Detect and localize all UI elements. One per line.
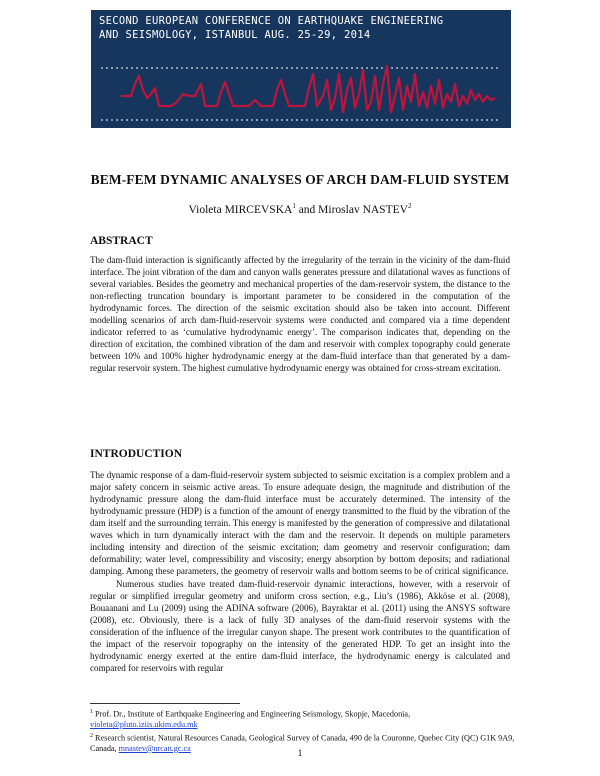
footnote-1-text: Prof. Dr., Institute of Earthquake Engineering and Engineering Seismology, Skopje, Macedonia, <box>93 709 411 719</box>
footnote-2-mark: 2 <box>90 732 93 739</box>
author-1-affiliation-mark: 1 <box>292 202 296 210</box>
footnote-2-email-link[interactable]: mnastev@nrcan.gc.ca <box>118 743 191 753</box>
author-2: Miroslav NASTEV <box>318 203 408 216</box>
introduction-heading: INTRODUCTION <box>90 448 183 460</box>
author-line <box>0 202 600 216</box>
footnote-separator <box>90 703 240 704</box>
conference-banner <box>91 10 511 128</box>
abstract-text: The dam-fluid interaction is significantly affected by the irregularity of the terrain in the vicinity of the dam-fluid interface. The joint vibration of the dam and canyon walls generates pressure and dilatational waves as functions of several variables. Besides the geometry and mechanical properties of the dam-reservoir system, the distance to the non-reflecting truncation boundary is important parameter to be considered in the computation of the hydrodynamic forces. The direction of the seismic excitation should also be taken into account. Different modelling scenarios of arch dam-fluid-reservoir systems were conducted and compared via a time dependent indicator referred to as ‘cumulative hydrodynamic energy’. The comparison indicates that, depending on the direction of excitation, the combined vibration of the dam and reservoir with complex topography could generate between 10% and 100% higher hydrodynamic energy at the dam-fluid interface than that generated by a dam-regular reservoir system. The highest cumulative hydrodynamic energy was obtained for cross-stream excitation. <box>90 255 510 374</box>
footnote-1-email-link[interactable]: violeta@pluto.iziis.ukim.edu.mk <box>90 720 198 730</box>
abstract-heading: ABSTRACT <box>90 235 153 247</box>
author-1: Violeta MIRCEVSKA <box>188 203 293 216</box>
conference-title-line2: AND SEISMOLOGY, ISTANBUL AUG. 25-29, 2014 <box>99 29 371 41</box>
footnote-2-text: Research scientist, Natural Resources Canada, Geological Survey of Canada, 490 de la Couronne, Quebec City (QC) G1K 9A9, Canada, <box>90 733 515 753</box>
author-2-affiliation-mark: 2 <box>407 202 412 210</box>
paper-title: BEM-FEM DYNAMIC ANALYSES OF ARCH DAM-FLUID SYSTEM <box>90 172 510 187</box>
footnote-1 <box>90 707 515 731</box>
conference-title <box>99 14 504 42</box>
conference-title-line1: SECOND EUROPEAN CONFERENCE ON EARTHQUAKE ENGINEERING <box>99 15 444 27</box>
page-number: 1 <box>297 749 303 759</box>
footnotes <box>90 707 515 754</box>
introduction-paragraph-2: Numerous studies have treated dam-fluid-reservoir dynamic interactions, however, with a reservoir of regular or simplified irregular geometry and uniform cross section, e.g., Liu’s (1986), Akköse et al. (2008), Bouaanani and Lu (2009) using the ADINA software (2006), Bayraktar et al. (2011) using the ANSYS software (2008), etc. Obviously, there is a lack of fully 3D analyses of the dam-fluid reservoir systems with the consideration of the influence of the irregular canyon shape. The present work contributes to the quantification of the impact of the reservoir topography on the intensity of the generated HDP. To get an insight into the hydrodynamic energy exerted at the entire dam-fluid interface, the hydrodynamic energy is calculated and compared for reservoirs with regular <box>90 579 510 674</box>
introduction-paragraph-1: The dynamic response of a dam-fluid-reservoir system subjected to seismic excitation is a complex problem and a major safety concern in seismic active areas. To ensure adequate design, the magnitude and distribution of the hydrodynamic pressure along the dam-fluid interface must be accurately determined. The intensity of the hydrodynamic pressure (HDP) is a function of the amount of energy transmitted to the fluid by the vibration of the dam itself and the surrounding terrain. This energy is manifested by the generation of compressive and dilatational waves which in turn dynamically interact with the dam and the reservoir. It depends on multiple parameters including intensity and direction of the seismic excitation; dam geometry and reservoir configuration; dam deformability; water level, compressibility and viscosity; energy absorption by bottom deposits; and radiational damping. Among these parameters, the geometry of reservoir walls and bottom seems to be of critical significance. <box>90 470 510 577</box>
author-separator: and <box>295 203 319 216</box>
seismogram-trace <box>121 66 495 112</box>
footnote-1-mark: 1 <box>90 709 93 715</box>
